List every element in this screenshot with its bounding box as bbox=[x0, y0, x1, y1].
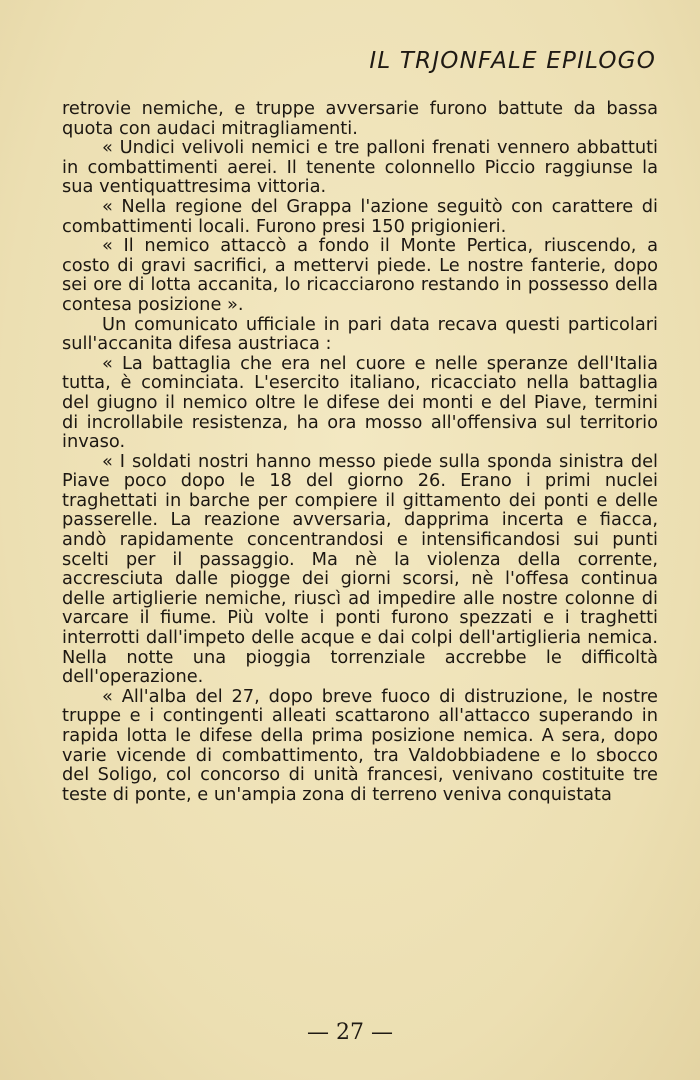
paragraph: « Il nemico attaccò a fondo il Monte Pertica, riuscendo, a costo di gravi sacrifici, a mettervi piede. Le nostre fanterie, dopo sei ore di lotta accanita, lo ricacciarono restando in possesso della contesa posizione ». bbox=[62, 235, 658, 315]
paragraph: retrovie nemiche, e truppe avversarie furono battute da bassa quota con audaci mitragliamenti. bbox=[62, 98, 658, 139]
paragraph: « Nella regione del Grappa l'azione seguitò con carattere di combattimenti locali. Furono presi 150 prigionieri. bbox=[62, 195, 658, 237]
paragraph: « I soldati nostri hanno messo piede sulla sponda sinistra del Piave poco dopo le 18 del giorno 26. Erano i primi nuclei traghettati in barche per compiere il gittamento dei ponti e delle passerelle. La reazione avversaria, dapprima incerta e fiacca, andò rapidamente concentrandosi e intensificandosi sui punti scelti per il passaggio. Ma nè la violenza della corrente, accresciuta dalle piogge dei giorni scorsi, nè l'offesa continua delle artiglierie nemiche, riuscì ad impedire alle nostre colonne di varcare il fiume. Più volte i ponti furono spezzati e i traghetti interrotti dall'impeto delle acque e dai colpi dell'artiglieria nemica. Nella notte una pioggia torrenziale accrebbe le difficoltà dell'operazione. bbox=[62, 450, 658, 688]
body-text bbox=[62, 99, 658, 804]
paragraph: Un comunicato ufficiale in pari data recava questi particolari sull'accanita difesa austriaca : bbox=[62, 313, 658, 355]
paragraph: « Undici velivoli nemici e tre palloni frenati vennero abbattuti in combattimenti aerei. Il tenente colonnello Piccio raggiunse la sua ventiquattresima vittoria. bbox=[62, 137, 658, 198]
paragraph: « La battaglia che era nel cuore e nelle speranze dell'Italia tutta, è cominciata. L'esercito italiano, ricacciato nella battaglia del giugno il nemico oltre le difese dei monti e del Piave, termini di incrollabile resistenza, ha ora mosso all'offensiva sul territorio invaso. bbox=[62, 352, 658, 453]
paragraph: « All'alba del 27, dopo breve fuoco di distruzione, le nostre truppe e i contingenti alleati scattarono all'attacco superando in rapida lotta le difese della prima posizione nemica. A sera, dopo varie vicende di combattimento, tra Valdobbiadene e lo sbocco del Soligo, col concorso di unità francesi, venivano costituite tre teste di ponte, e un'ampia zona di terreno veniva conquistata bbox=[62, 685, 658, 805]
page-number: — 27 — bbox=[307, 1020, 393, 1045]
running-head: IL TRJONFALE EPILOGO bbox=[369, 48, 656, 74]
